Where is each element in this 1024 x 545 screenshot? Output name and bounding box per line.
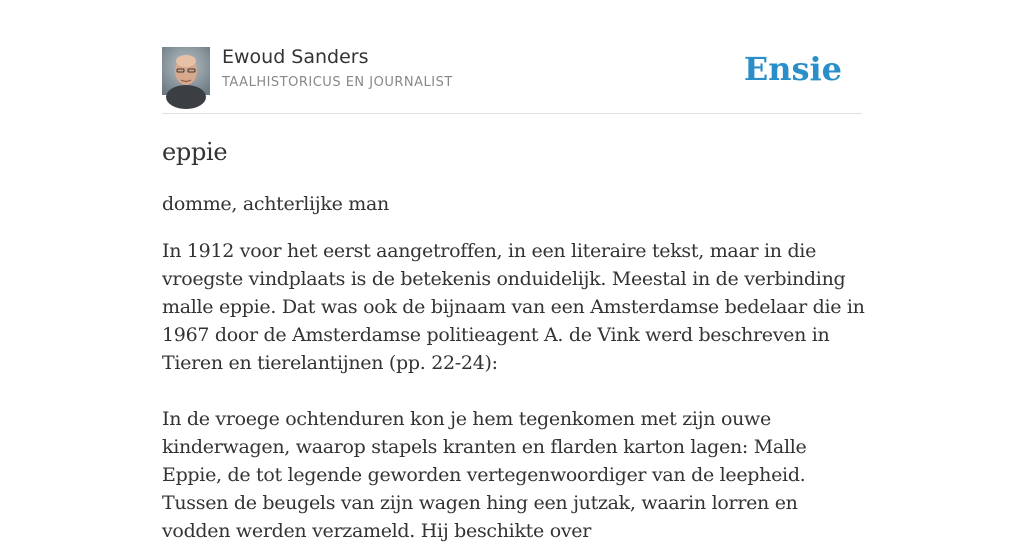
author-name[interactable]: Ewoud Sanders bbox=[222, 46, 369, 68]
brand-logo[interactable]: Ensie bbox=[743, 50, 842, 88]
avatar-photo-icon bbox=[162, 47, 210, 95]
entry-paragraph: In de vroege ochtenduren kon je hem tegenkomen met zijn ouwe kinderwagen, waarop stapels kranten en flarden karton lagen: Malle Eppie, de tot legende geworden vertegenwoordiger van de leepheid. Tussen de beugels van zijn wagen hing een jutzak, waarin lorren en vodden werden verzameld. Hij beschikte over bbox=[162, 408, 807, 542]
author-avatar[interactable] bbox=[162, 47, 210, 95]
entry-paragraph: In 1912 voor het eerst aangetroffen, in een literaire tekst, maar in die vroegste vindplaats is de betekenis onduidelijk. Meestal in de verbinding malle eppie. Dat was ook de bijnaam van een Amsterdamse bedelaar die in 1967 door de Amsterdamse politieagent A. de Vink werd beschreven in Tieren en tierelantijnen (pp. 22-24): bbox=[162, 240, 865, 374]
author-header bbox=[162, 44, 862, 114]
entry-definition: domme, achterlijke man bbox=[162, 193, 389, 215]
entry-title: eppie bbox=[162, 138, 228, 166]
entry-content bbox=[162, 134, 867, 545]
author-role: TAALHISTORICUS EN JOURNALIST bbox=[222, 75, 453, 90]
